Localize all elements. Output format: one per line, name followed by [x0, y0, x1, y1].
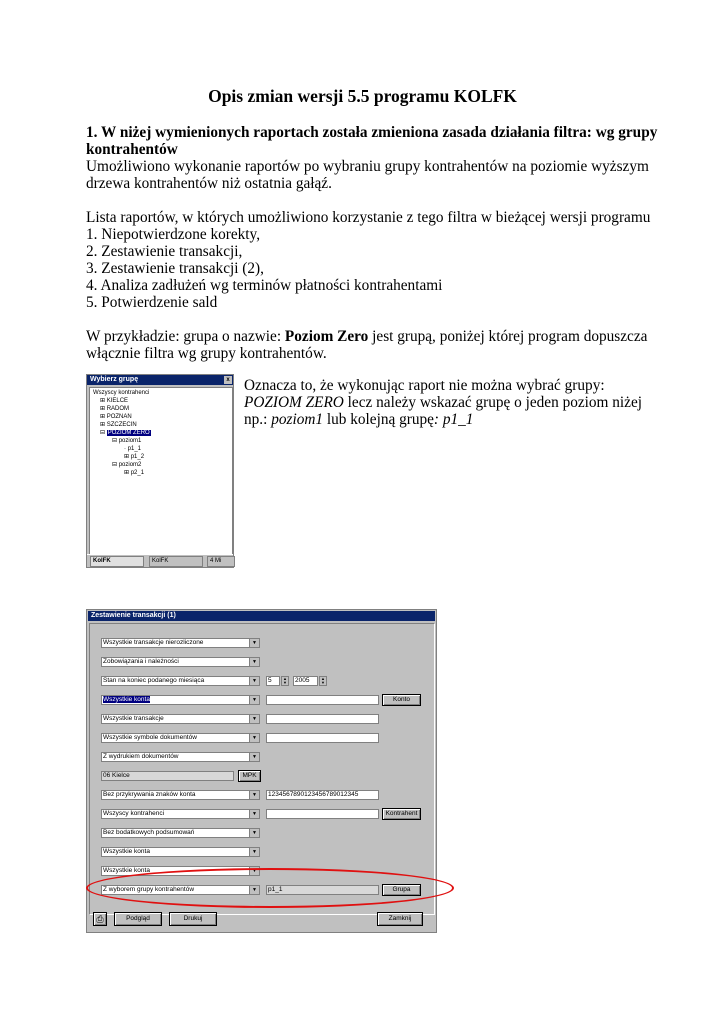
mpk-button[interactable]: MPK: [238, 770, 261, 782]
chevron-down-icon[interactable]: ▼: [249, 715, 259, 723]
chevron-down-icon[interactable]: ▼: [249, 734, 259, 742]
taskbar: [87, 554, 233, 567]
tree-node[interactable]: ⊞ KIELCE: [100, 398, 129, 404]
chevron-down-icon[interactable]: ▼: [249, 829, 259, 837]
example-suffix: jest grupą, poniżej której program dopuszcza: [368, 328, 648, 345]
chevron-down-icon[interactable]: ▼: [249, 791, 259, 799]
group-picker-titlebar: [87, 375, 233, 385]
explain-line1: Oznacza to, że wykonując raport nie można wybrać grupy:: [244, 377, 605, 394]
contractor-button[interactable]: Kontrahent: [382, 808, 421, 820]
account-input[interactable]: [266, 695, 379, 705]
taskbar-item[interactable]: KolFK: [90, 556, 144, 567]
contractors-select[interactable]: Wszyscy kontrahenci ▼: [101, 809, 260, 819]
explain-p1-1: : p1_1: [433, 411, 474, 428]
print-button[interactable]: Drukuj: [169, 912, 217, 926]
year-spinner[interactable]: ▲ ▼: [319, 676, 327, 686]
document-symbols-input[interactable]: [266, 733, 379, 743]
close-button[interactable]: Zamknij: [377, 912, 423, 926]
explain-rest: lecz należy wskazać grupę o jeden poziom niżej: [343, 394, 643, 411]
tree-node-selected[interactable]: ⊟ POZIOM ZERO: [100, 430, 150, 436]
explain-np: np.:: [244, 411, 272, 428]
chevron-down-icon[interactable]: ▼: [249, 886, 259, 894]
printer-icon: ⎙: [96, 914, 104, 924]
tree-node[interactable]: ⊟ poziom2: [112, 462, 142, 468]
transactions-input[interactable]: [266, 714, 379, 724]
page-title: Opis zmian wersji 5.5 programu KOLFK: [208, 86, 517, 106]
description-line1: Umożliwiono wykonanie raportów po wybraniu grupy kontrahentów na poziomie wyższym: [86, 158, 649, 175]
chevron-down-icon[interactable]: ▼: [249, 696, 259, 704]
tree-node[interactable]: ⊟ poziom1: [112, 438, 142, 444]
transaction-scope-select[interactable]: Wszystkie transakcje nierozliczone ▼: [101, 638, 260, 648]
accounts-select-3[interactable]: Wszystkie konta ▼: [101, 866, 260, 876]
document-symbols-select[interactable]: Wszystkie symbole dokumentów ▼: [101, 733, 260, 743]
example-group-name: Poziom Zero: [284, 328, 369, 345]
print-documents-select[interactable]: Z wydrukiem dokumentów ▼: [101, 752, 260, 762]
chevron-down-icon[interactable]: ▼: [249, 658, 259, 666]
tree-node[interactable]: ⊞ p2_1: [124, 470, 145, 476]
example-line2: włącznie filtra wg grupy kontrahentów.: [86, 345, 327, 362]
account-mask-input[interactable]: 1234567890123456789012345: [266, 790, 379, 800]
section-heading-line2: kontrahentów: [86, 141, 178, 158]
explain-line3: [244, 411, 473, 428]
close-icon[interactable]: x: [224, 376, 232, 384]
explain-line2: [244, 394, 642, 411]
explain-mid: lub kolejną grupę: [323, 411, 434, 428]
tree-node[interactable]: · p1_1: [124, 446, 142, 452]
report-item: 4. Analiza zadłużeń wg terminów płatności kontrahentami: [86, 277, 443, 294]
account-button[interactable]: Konto: [382, 694, 421, 706]
transactions-select[interactable]: Wszystkie transakcje ▼: [101, 714, 260, 724]
tree-node[interactable]: ⊞ RADOM: [100, 406, 130, 412]
explain-italic-group: POZIOM ZERO: [244, 394, 344, 411]
group-button[interactable]: Grupa: [382, 884, 421, 896]
report-item: 2. Zestawienie transakcji,: [86, 243, 243, 260]
chevron-down-icon[interactable]: ▼: [249, 677, 259, 685]
group-picker-window: [86, 374, 234, 568]
highlight-oval: [86, 868, 454, 908]
preview-button[interactable]: Podgląd: [114, 912, 162, 926]
example-line1: [86, 328, 647, 345]
group-picker-title: Wybierz grupę: [90, 376, 139, 383]
list-intro: Lista raportów, w których umożliwiono korzystanie z tego filtra w bieżącej wersji programu: [86, 209, 651, 226]
account-mask-select[interactable]: Bez przykrywania znaków konta ▼: [101, 790, 260, 800]
period-select[interactable]: Stan na koniec podanego miesiąca ▼: [101, 676, 260, 686]
tree-node[interactable]: ⊞ SZCZECIN: [100, 422, 137, 428]
group-value: p1_1: [266, 885, 379, 895]
type-select[interactable]: Zobowiązania i należności ▼: [101, 657, 260, 667]
contractor-group-select[interactable]: Z wyborem grupy kontrahentów ▼: [101, 885, 260, 895]
accounts-select-2[interactable]: Wszystkie konta ▼: [101, 847, 260, 857]
year-input[interactable]: 2005: [293, 676, 318, 686]
tree-node[interactable]: ⊞ POZNAN: [100, 414, 132, 420]
month-input[interactable]: 5: [266, 676, 280, 686]
printer-setup-button[interactable]: [93, 912, 107, 926]
tree-node[interactable]: Wszyscy kontrahenci: [93, 390, 150, 396]
tree-node[interactable]: ⊞ p1_2: [124, 454, 145, 460]
report-item: 5. Potwierdzenie sald: [86, 294, 218, 311]
example-prefix: W przykładzie: grupa o nazwie:: [86, 328, 285, 345]
group-tree[interactable]: [89, 387, 233, 555]
chevron-down-icon[interactable]: ▼: [249, 639, 259, 647]
description-line2: drzewa kontrahentów niż ostatnia gałąź.: [86, 175, 332, 192]
chevron-down-icon[interactable]: ▼: [249, 848, 259, 856]
account-select[interactable]: Wszystkie konta ▼: [101, 695, 260, 705]
mpk-value: 06 Kielce: [101, 771, 234, 781]
chevron-down-icon[interactable]: ▼: [249, 753, 259, 761]
summaries-select[interactable]: Bez bodatkowych podsumowań ▼: [101, 828, 260, 838]
taskbar-item[interactable]: KolFK: [149, 556, 203, 567]
section-heading-line1: 1. W niżej wymienionych raportach została zmieniona zasada działania filtra: wg grupy: [86, 124, 658, 141]
report-item: 3. Zestawienie transakcji (2),: [86, 260, 264, 277]
month-spinner[interactable]: ▲ ▼: [281, 676, 289, 686]
explain-poziom1: poziom1: [271, 411, 324, 428]
taskbar-item[interactable]: 4 Mi: [207, 556, 235, 567]
dialog-title: Zestawienie transakcji (1): [88, 611, 435, 621]
contractor-input[interactable]: [266, 809, 379, 819]
report-item: 1. Niepotwierdzone korekty,: [86, 226, 261, 243]
chevron-down-icon[interactable]: ▼: [249, 867, 259, 875]
chevron-down-icon[interactable]: ▼: [249, 810, 259, 818]
